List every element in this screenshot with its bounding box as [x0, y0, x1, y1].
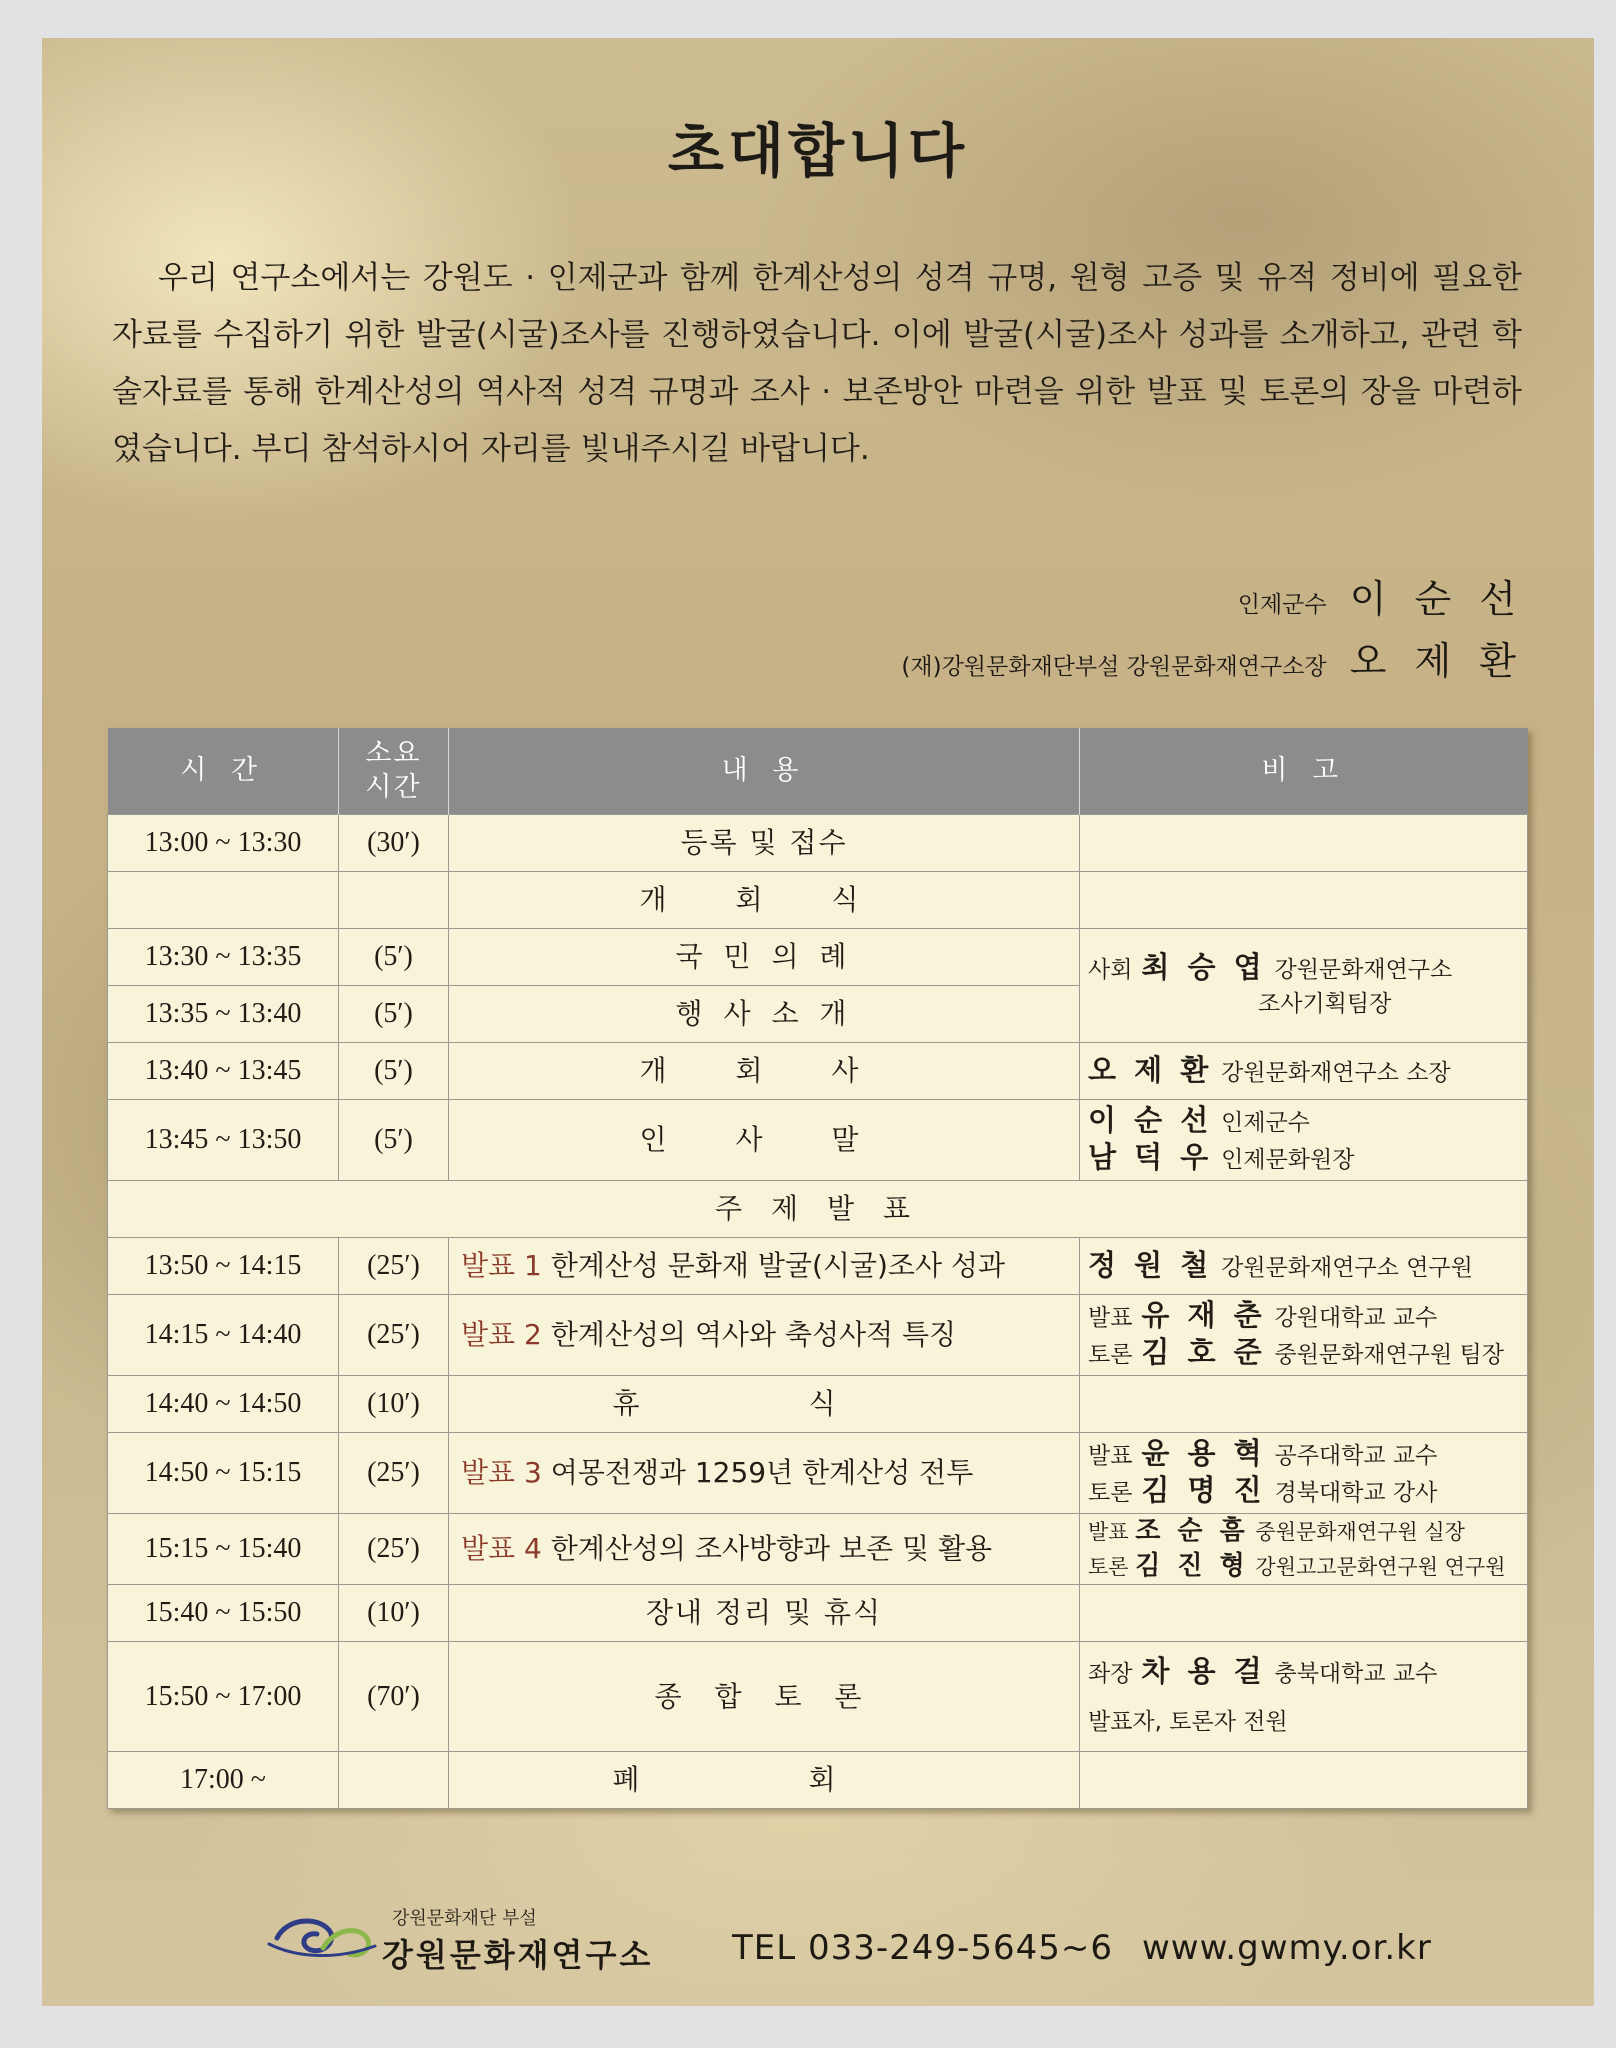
content-cell [449, 1295, 1080, 1376]
duration-cell: (5′) [339, 929, 449, 986]
content-cell: 폐 회 [449, 1752, 1080, 1809]
note-line [1088, 1298, 1519, 1335]
role-label: 발표 [1088, 1443, 1133, 1469]
note-cell [1080, 1376, 1528, 1433]
footer-telephone: TEL 033-249-5645~6 [732, 1928, 1113, 1968]
schedule-table [107, 728, 1528, 1809]
presentation-title: 한계산성의 역사와 축성사적 특징 [550, 1318, 957, 1351]
duration-cell: (5′) [339, 1043, 449, 1100]
header-note: 비 고 [1080, 728, 1528, 815]
table-row [108, 815, 1528, 872]
table-row [108, 1238, 1528, 1295]
person-name: 정 원 철 [1088, 1247, 1213, 1282]
footer-org-name: 강원문화재연구소 [382, 1936, 654, 1974]
duration-cell: (25′) [339, 1295, 449, 1376]
table-row [108, 1100, 1528, 1181]
table-row [108, 1043, 1528, 1100]
note-line [1088, 1654, 1519, 1691]
note-cell [1080, 1043, 1528, 1100]
presentation-title: 한계산성의 조사방향과 보존 및 활용 [550, 1532, 993, 1565]
time-cell: 14:50 ~ 15:15 [108, 1433, 339, 1514]
time-cell: 15:50 ~ 17:00 [108, 1642, 339, 1752]
table-row [108, 929, 1528, 986]
duration-cell [339, 872, 449, 929]
duration-cell: (25′) [339, 1514, 449, 1585]
role-label: 발표 [1088, 1305, 1133, 1331]
person-name: 차 용 걸 [1141, 1654, 1266, 1688]
note-cell [1080, 1100, 1528, 1181]
note-cell [1080, 872, 1528, 929]
note-line [1088, 1436, 1519, 1473]
presentation-label: 발표 1 [461, 1249, 542, 1282]
signature-director [901, 630, 1524, 685]
table-row [108, 1514, 1528, 1585]
person-org: 강원문화재연구소 소장 [1221, 1059, 1451, 1086]
table-row [108, 1642, 1528, 1752]
person-name: 유 재 춘 [1141, 1298, 1266, 1332]
header-time: 시 간 [108, 728, 339, 815]
signature-governor [1238, 568, 1524, 623]
header-duration [339, 728, 449, 815]
table-row-section [108, 1181, 1528, 1238]
page-title: 초대합니다 [667, 117, 969, 185]
content-cell: 개 회 사 [449, 1043, 1080, 1100]
table-row [108, 1295, 1528, 1376]
person-name: 남 덕 우 [1088, 1140, 1213, 1174]
header-duration-line1: 소요 [365, 738, 422, 769]
duration-cell: (10′) [339, 1376, 449, 1433]
content-cell: 휴 식 [449, 1376, 1080, 1433]
content-cell: 장내 정리 및 휴식 [449, 1585, 1080, 1642]
note-cell [1080, 1433, 1528, 1514]
duration-cell: (30′) [339, 815, 449, 872]
content-cell: 종 합 토 론 [449, 1642, 1080, 1752]
header-content: 내 용 [449, 728, 1080, 815]
table-row [108, 1752, 1528, 1809]
presentation-title: 여몽전쟁과 1259년 한계산성 전투 [550, 1456, 974, 1489]
person-org: 강원문화재연구소 [1274, 957, 1453, 983]
duration-cell: (5′) [339, 986, 449, 1043]
note-cell [1080, 1295, 1528, 1376]
signature-role: (재)강원문화재단부설 강원문화재연구소장 [901, 654, 1327, 680]
time-cell: 13:50 ~ 14:15 [108, 1238, 339, 1295]
person-org: 중원문화재연구원 팀장 [1274, 1342, 1504, 1368]
time-cell: 13:40 ~ 13:45 [108, 1043, 339, 1100]
time-cell [108, 872, 339, 929]
intro-paragraph: 우리 연구소에서는 강원도 · 인제군과 함께 한계산성의 성격 규명, 원형 고증 및 유적 정비에 필요한 자료를 수집하기 위한 발굴(시굴)조사를 진행하였습니다. 이에 발굴(시굴)조사 성과를 소개하고, 관련 학술자료를 통해 한계산성의 역사적 성격 규명과 조사 · 보존방안 마련을 위한 발표 및 토론의 장을 마련하였습니다. 부디 참석하시어 자리를 빛내주시길 바랍니다. [112, 260, 1522, 467]
note-line [1088, 1140, 1519, 1177]
content-cell: 국 민 의 례 [449, 929, 1080, 986]
table-row [108, 1376, 1528, 1433]
person-name: 조 순 흠 [1135, 1516, 1249, 1546]
content-cell: 개 회 식 [449, 872, 1080, 929]
note-cell [1080, 1752, 1528, 1809]
presentation-title: 한계산성 문화재 발굴(시굴)조사 성과 [550, 1249, 1005, 1282]
note-line [1088, 1514, 1519, 1549]
person-org-line2: 조사기획팀장 [1258, 991, 1392, 1017]
footer-website-link[interactable]: www.gwmy.or.kr [1142, 1928, 1432, 1968]
role-label: 발표 [1088, 1520, 1129, 1544]
note-cell [1080, 1585, 1528, 1642]
section-title: 주 제 발 표 [108, 1181, 1528, 1238]
time-cell: 14:40 ~ 14:50 [108, 1376, 339, 1433]
content-cell [449, 1433, 1080, 1514]
time-cell: 14:15 ~ 14:40 [108, 1295, 339, 1376]
note-cell [1080, 1642, 1528, 1752]
person-org: 강원고고문화연구원 연구원 [1255, 1555, 1506, 1579]
person-name: 김 진 형 [1135, 1551, 1249, 1581]
content-cell: 인 사 말 [449, 1100, 1080, 1181]
note-line [1088, 1549, 1519, 1584]
content-cell [449, 1238, 1080, 1295]
person-name: 김 명 진 [1141, 1473, 1266, 1507]
person-org: 경북대학교 강사 [1274, 1480, 1438, 1506]
person-org: 인제군수 [1221, 1110, 1311, 1136]
presentation-label: 발표 3 [461, 1456, 542, 1489]
content-cell: 행 사 소 개 [449, 986, 1080, 1043]
role-label: 토론 [1088, 1480, 1133, 1506]
person-org: 충북대학교 교수 [1274, 1661, 1438, 1687]
note-line [1088, 1103, 1519, 1140]
time-cell: 13:35 ~ 13:40 [108, 986, 339, 1043]
time-cell: 13:45 ~ 13:50 [108, 1100, 339, 1181]
table-header-row [108, 728, 1528, 815]
signature-name: 이 순 선 [1349, 577, 1524, 621]
person-org: 중원문화재연구원 실장 [1255, 1520, 1465, 1544]
time-cell: 15:40 ~ 15:50 [108, 1585, 339, 1642]
role-label: 사회 [1088, 957, 1133, 983]
duration-cell [339, 1752, 449, 1809]
role-label: 토론 [1088, 1342, 1133, 1368]
presentation-label: 발표 2 [461, 1318, 542, 1351]
institute-logo-icon [267, 1898, 377, 1968]
table-row [108, 872, 1528, 929]
person-name: 김 호 준 [1141, 1335, 1266, 1369]
person-name: 최 승 엽 [1141, 950, 1266, 984]
time-cell: 17:00 ~ [108, 1752, 339, 1809]
signature-name: 오 제 환 [1349, 639, 1524, 683]
table-row [108, 1433, 1528, 1514]
note-line [1088, 1335, 1519, 1372]
duration-cell: (10′) [339, 1585, 449, 1642]
content-cell [449, 1514, 1080, 1585]
duration-cell: (25′) [339, 1238, 449, 1295]
duration-cell: (70′) [339, 1642, 449, 1752]
note-line [1088, 950, 1519, 987]
signature-role: 인제군수 [1237, 592, 1327, 618]
person-org: 인제문화원장 [1221, 1147, 1355, 1173]
presentation-label: 발표 4 [461, 1532, 542, 1565]
note-cell [1080, 1238, 1528, 1295]
note-cell [1080, 1514, 1528, 1585]
duration-cell: (5′) [339, 1100, 449, 1181]
person-name: 이 순 선 [1088, 1103, 1213, 1137]
role-label: 토론 [1088, 1555, 1129, 1579]
person-org: 강원문화재연구소 연구원 [1221, 1254, 1473, 1281]
person-org: 공주대학교 교수 [1274, 1443, 1438, 1469]
person-name: 오 제 환 [1088, 1052, 1213, 1087]
time-cell: 15:15 ~ 15:40 [108, 1514, 339, 1585]
time-cell: 13:30 ~ 13:35 [108, 929, 339, 986]
duration-cell: (25′) [339, 1433, 449, 1514]
invitation-page [42, 38, 1594, 2006]
person-org: 강원대학교 교수 [1274, 1305, 1438, 1331]
person-name: 윤 용 혁 [1141, 1436, 1266, 1470]
header-duration-line2: 시간 [365, 772, 422, 803]
content-cell: 등록 및 접수 [449, 815, 1080, 872]
time-cell: 13:00 ~ 13:30 [108, 815, 339, 872]
footer-org-small: 강원문화재단 부설 [392, 1908, 537, 1929]
note-line [1088, 1473, 1519, 1510]
note-extra: 발표자, 토론자 전원 [1088, 1709, 1288, 1735]
table-row [108, 1585, 1528, 1642]
role-label: 좌장 [1088, 1661, 1133, 1687]
note-cell-mc [1080, 929, 1528, 1043]
note-cell [1080, 815, 1528, 872]
